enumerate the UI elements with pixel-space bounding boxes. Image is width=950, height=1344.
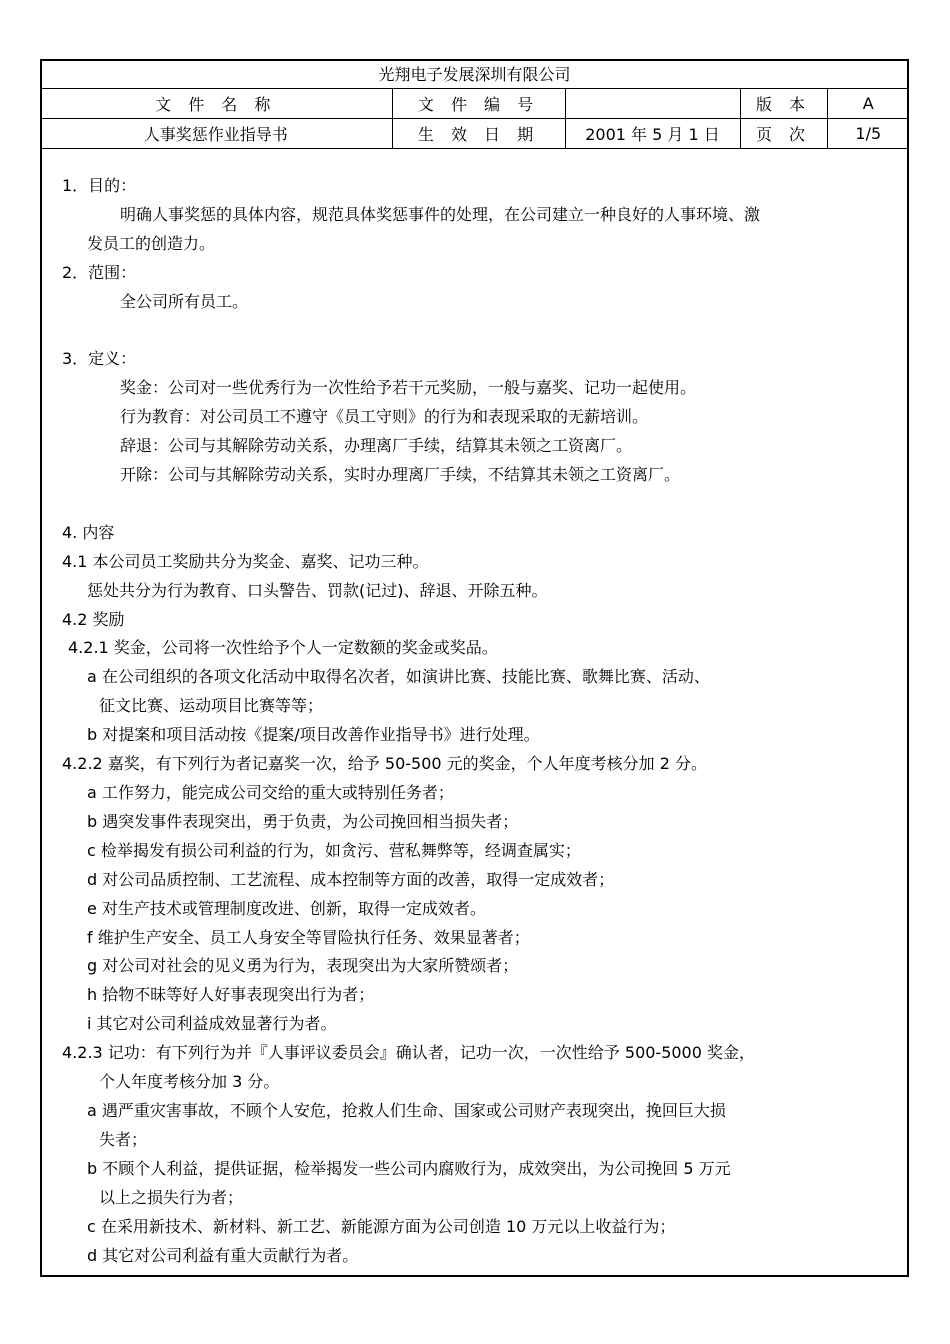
section-4-2-title: 4.2 奖励 xyxy=(62,609,125,629)
section-4-2-1-item-a-cont: 征文比赛、运动项目比赛等等； xyxy=(99,696,324,716)
doc-number-value xyxy=(565,89,740,119)
section-1-text: 明确人事奖惩的具体内容，规范具体奖惩事件的处理，在公司建立一种良好的人事环境、激 xyxy=(120,204,761,224)
doc-number-label: 文 件 编 号 xyxy=(392,89,565,119)
section-1-text-cont: 发员工的创造力。 xyxy=(87,233,216,253)
list-item: c 检举揭发有损公司利益的行为，如贪污、营私舞弊等，经调查属实； xyxy=(87,840,581,860)
section-4-2-3-item-c: c 在采用新技术、新材料、新工艺、新能源方面为公司创造 10 万元以上收益行为； xyxy=(87,1216,676,1236)
definition-dismissal: 辞退：公司与其解除劳动关系，办理离厂手续，结算其未领之工资离厂。 xyxy=(120,436,633,456)
spacer xyxy=(62,317,892,346)
section-4-2-3-cont: 个人年度考核分加 3 分。 xyxy=(99,1072,280,1092)
list-item: h 拾物不昧等好人好事表现突出行为者； xyxy=(87,985,375,1005)
document-header-table xyxy=(40,59,909,149)
page-value: 1/5 xyxy=(827,119,909,149)
section-3-title: 3．定义： xyxy=(62,349,137,369)
effective-date-label: 生 效 日 期 xyxy=(392,119,565,149)
doc-title: 人事奖惩作业指导书 xyxy=(40,119,392,149)
list-item: f 维护生产安全、员工人身安全等冒险执行任务、效果显著者； xyxy=(87,927,530,947)
section-4-2-3-item-a-cont: 失者； xyxy=(99,1129,148,1149)
section-4-1-cont: 惩处共分为行为教育、口头警告、罚款(记过)、辞退、开除五种。 xyxy=(87,580,548,600)
section-4-2-2: 4.2.2 嘉奖，有下列行为者记嘉奖一次，给予 50-500 元的奖金，个人年度考核分加 2 分。 xyxy=(62,754,707,774)
section-2-title: 2．范围： xyxy=(62,262,137,282)
section-1-title: 1．目的： xyxy=(62,176,137,195)
section-2-text: 全公司所有员工。 xyxy=(120,291,249,311)
effective-date-value: 2001 年 5 月 1 日 xyxy=(565,119,740,149)
doc-name-label: 文 件 名 称 xyxy=(40,89,392,119)
section-4-title: 4. 内容 xyxy=(62,522,115,542)
section-4-2-3-item-d: d 其它对公司利益有重大贡献行为者。 xyxy=(87,1245,359,1265)
list-item: i 其它对公司利益成效显著行为者。 xyxy=(87,1014,337,1034)
section-4-2-1-item-a: a 在公司组织的各项文化活动中取得名次者，如演讲比赛、技能比赛、歌舞比赛、活动、 xyxy=(87,667,710,687)
list-item: g 对公司对社会的见义勇为行为，表现突出为大家所赞颂者； xyxy=(87,956,519,976)
section-4-2-1: 4.2.1 奖金，公司将一次性给予个人一定数额的奖金或奖品。 xyxy=(68,638,498,658)
document-body xyxy=(62,172,892,1270)
section-4-2-3: 4.2.3 记功：有下列行为并『人事评议委员会』确认者，记功一次，一次性给予 500-5000 奖金， xyxy=(62,1043,756,1063)
page-label: 页 次 xyxy=(740,119,827,149)
spacer xyxy=(62,490,892,519)
definition-behavior-education: 行为教育：对公司员工不遵守《员工守则》的行为和表现采取的无薪培训。 xyxy=(120,407,649,427)
version-value: A xyxy=(827,89,909,119)
header-row-1 xyxy=(40,89,909,119)
header-row-2 xyxy=(40,119,909,149)
company-name: 光翔电子发展深圳有限公司 xyxy=(40,59,909,89)
section-4-1: 4.1 本公司员工奖励共分为奖金、嘉奖、记功三种。 xyxy=(62,551,429,571)
list-item: b 遇突发事件表现突出，勇于负责，为公司挽回相当损失者； xyxy=(87,811,519,831)
section-4-2-3-item-a: a 遇严重灾害事故，不顾个人安危，抢救人们生命、国家或公司财产表现突出，挽回巨大损 xyxy=(87,1100,726,1120)
list-item: e 对生产技术或管理制度改进、创新，取得一定成效者。 xyxy=(87,898,486,918)
section-4-2-3-item-b-cont: 以上之损失行为者； xyxy=(99,1187,244,1207)
list-item: d 对公司品质控制、工艺流程、成本控制等方面的改善，取得一定成效者； xyxy=(87,869,615,889)
section-4-2-1-item-b: b 对提案和项目活动按《提案/项目改善作业指导书》进行处理。 xyxy=(87,725,540,745)
version-label: 版 本 xyxy=(740,89,827,119)
list-item: a 工作努力，能完成公司交给的重大或特别任务者； xyxy=(87,783,454,802)
header-row-company xyxy=(40,59,909,89)
definition-expulsion: 开除：公司与其解除劳动关系，实时办理离厂手续，不结算其未领之工资离厂。 xyxy=(120,465,681,485)
section-4-2-3-item-b: b 不顾个人利益，提供证据，检举揭发一些公司内腐败行为，成效突出，为公司挽回 5 万元 xyxy=(87,1158,731,1178)
definition-bonus: 奖金：公司对一些优秀行为一次性给予若干元奖励，一般与嘉奖、记功一起使用。 xyxy=(120,378,697,398)
